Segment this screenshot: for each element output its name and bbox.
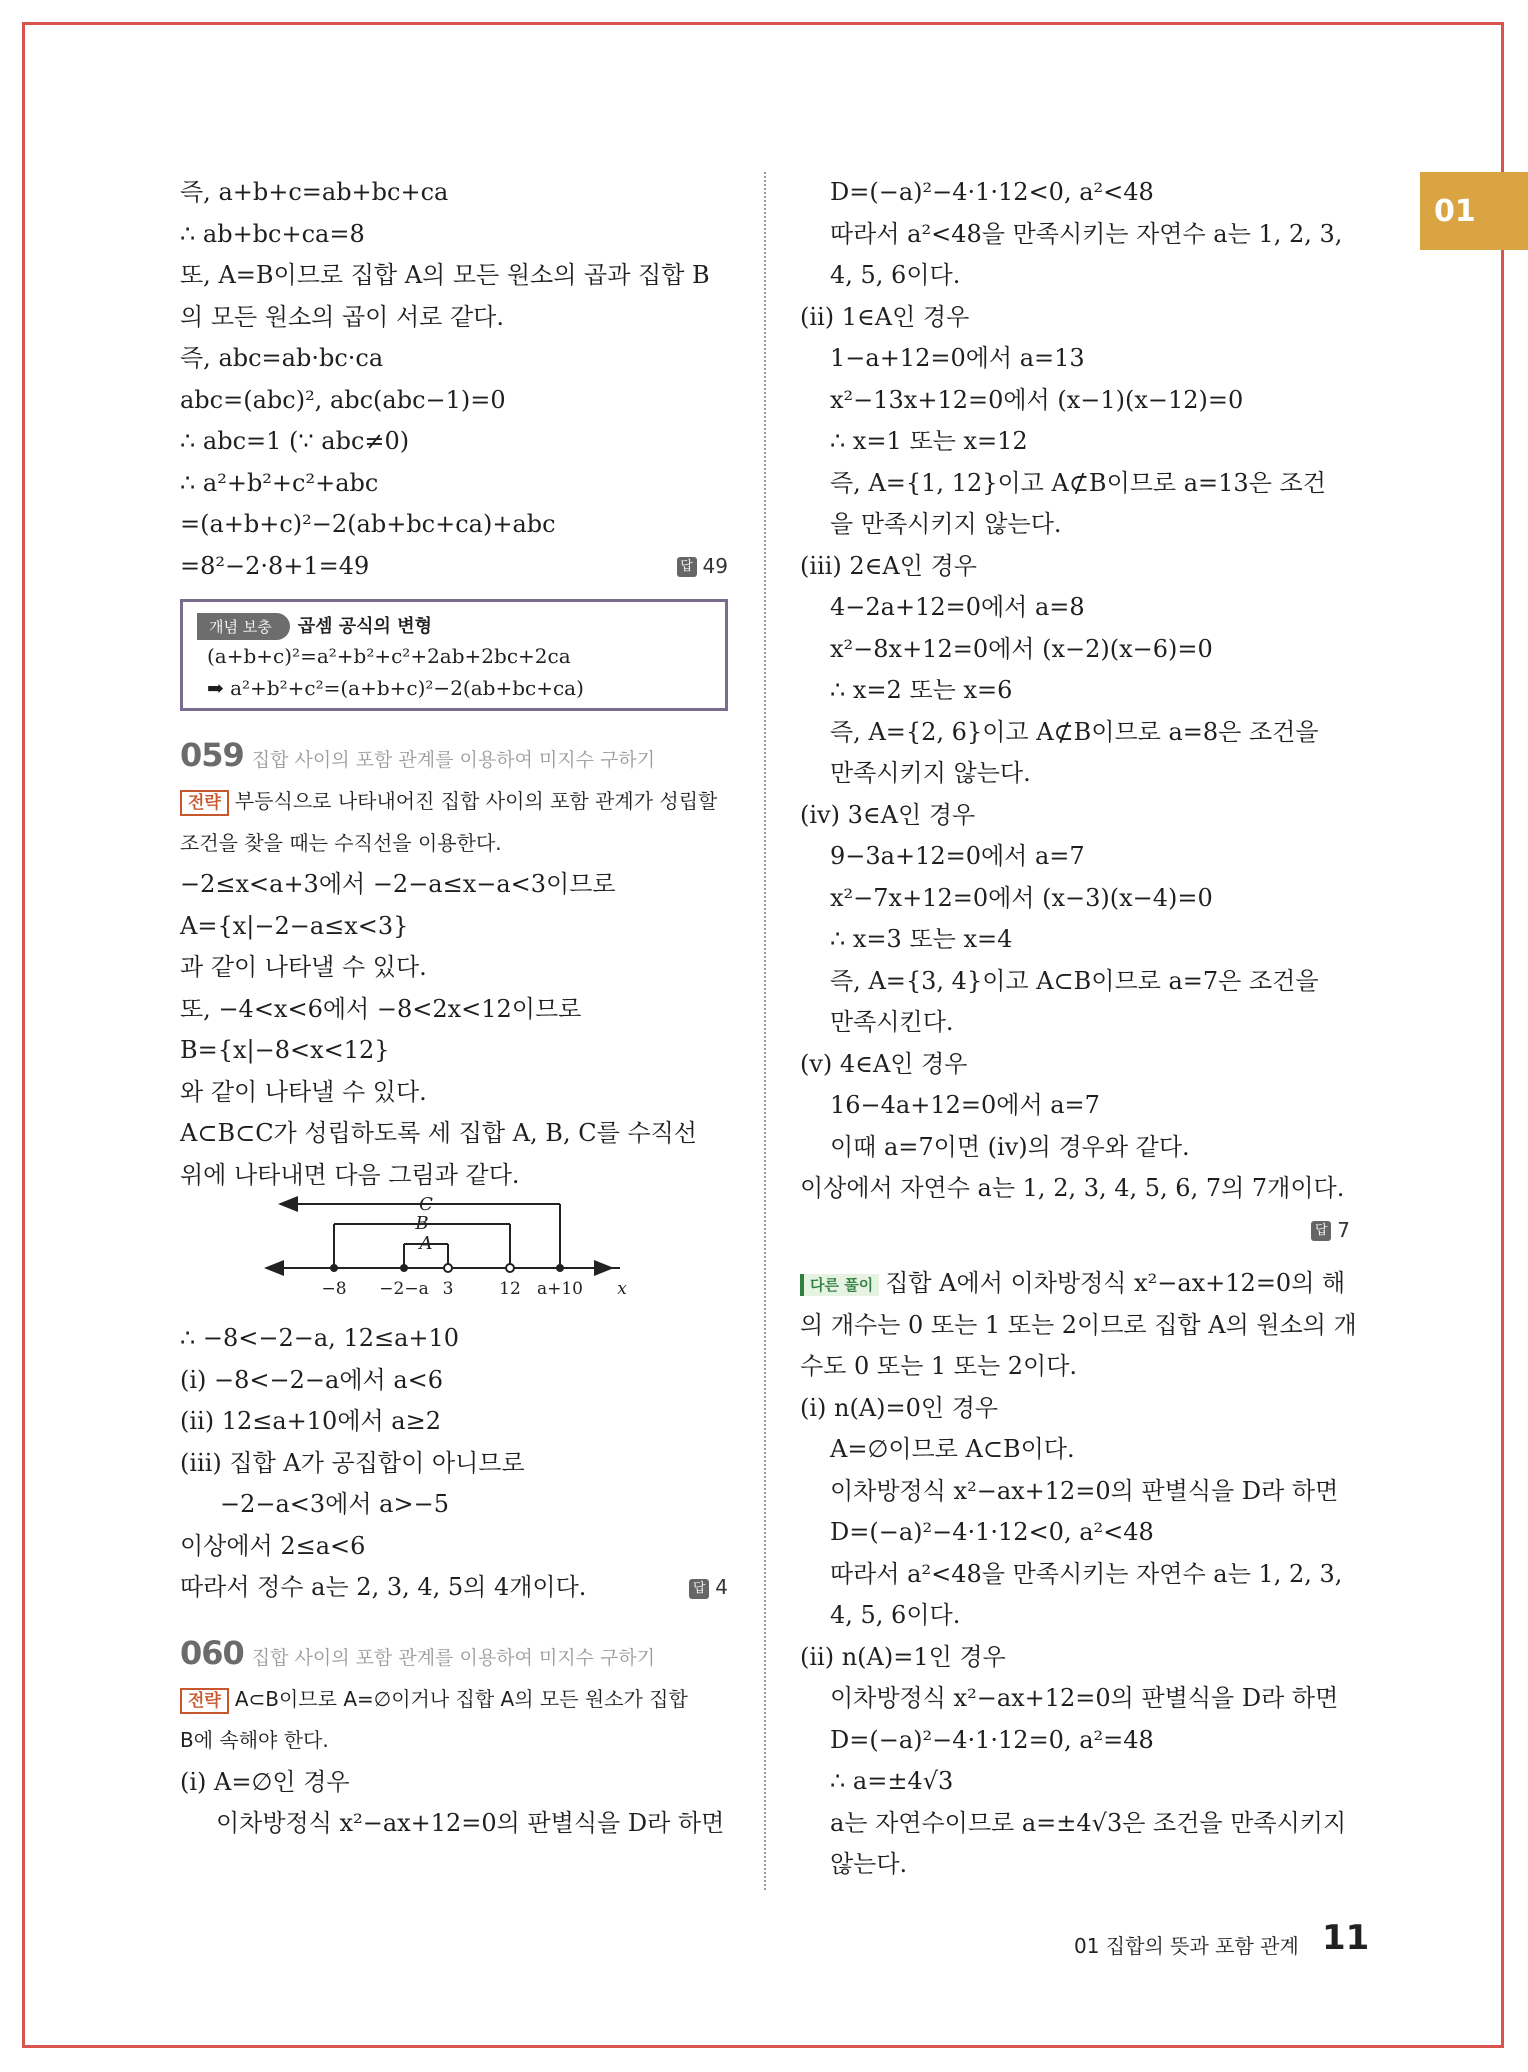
text-line: (ⅰ) n(A)=0인 경우 bbox=[800, 1393, 999, 1422]
answer-icon: 답 bbox=[677, 557, 697, 577]
column-divider bbox=[764, 172, 766, 1890]
text-line: ∴ a=±4√3 bbox=[830, 1767, 954, 1795]
text-line: ∴ −8<−2−a, 12≤a+10 bbox=[180, 1324, 460, 1352]
tick-label: −2−a bbox=[379, 1279, 429, 1299]
point-3 bbox=[444, 1264, 452, 1272]
text-line: ∴ abc=1 (∵ abc≠0) bbox=[180, 427, 410, 455]
answer-value: 7 bbox=[1337, 1217, 1350, 1242]
text-line: 이때 a=7이면 (ⅳ)의 경우와 같다. bbox=[830, 1132, 1190, 1161]
answer-mark bbox=[677, 546, 728, 588]
text-line: =8²−2·8+1=49 bbox=[180, 551, 370, 580]
text-line: 또, −4<x<6에서 −8<2x<12이므로 bbox=[180, 994, 582, 1023]
strategy-text: 부등식으로 나타내어진 집합 사이의 포함 관계가 성립할 bbox=[234, 789, 718, 813]
text-line: −2−a<3에서 a>−5 bbox=[220, 1490, 449, 1518]
strategy-line bbox=[180, 1679, 728, 1721]
alt-solution-header bbox=[800, 1263, 1350, 1305]
tick-label: a+10 bbox=[536, 1279, 584, 1299]
text-line: 와 같이 나타낼 수 있다. bbox=[180, 1077, 427, 1106]
text-line: 즉, a+b+c=ab+bc+ca bbox=[180, 178, 449, 206]
tick-label: 12 bbox=[499, 1279, 521, 1299]
text-line: A=∅이므로 A⊂B이다. bbox=[830, 1435, 1075, 1463]
chapter-tab bbox=[1420, 172, 1528, 250]
strategy-line: B에 속해야 한다. bbox=[180, 1728, 329, 1752]
page-number: 11 bbox=[1322, 1918, 1370, 1958]
text-line: ∴ x=1 또는 x=12 bbox=[830, 427, 1028, 455]
point-a-plus-10 bbox=[556, 1264, 564, 1272]
text-line: (ⅱ) 12≤a+10에서 a≥2 bbox=[180, 1407, 441, 1435]
text-line: 즉, A={1, 12}이고 A⊄B이므로 a=13은 조건 bbox=[830, 468, 1326, 497]
text-line: 4, 5, 6이다. bbox=[830, 261, 961, 289]
concept-tag: 개념 보충 bbox=[197, 613, 290, 640]
concept-formula: ➡ a²+b²+c²=(a+b+c)²−2(ab+bc+ca) bbox=[207, 676, 584, 700]
text-line: 않는다. bbox=[830, 1850, 908, 1878]
text-line: (ⅲ) 집합 A가 공집합이 아니므로 bbox=[180, 1448, 525, 1477]
problem-title: 집합 사이의 포함 관계를 이용하여 미지수 구하기 bbox=[251, 1646, 656, 1669]
text-line: 과 같이 나타낼 수 있다. bbox=[180, 953, 427, 981]
text-line: 위에 나타내면 다음 그림과 같다. bbox=[180, 1160, 520, 1189]
strategy-line bbox=[180, 781, 728, 823]
concept-formula: (a+b+c)²=a²+b²+c²+2ab+2bc+2ca bbox=[207, 644, 571, 668]
text-line: 의 개수는 0 또는 1 또는 2이므로 집합 A의 원소의 개 bbox=[800, 1310, 1357, 1339]
text-line: ∴ x=2 또는 x=6 bbox=[830, 676, 1013, 704]
text-line: a는 자연수이므로 a=±4√3은 조건을 만족시키지 bbox=[830, 1808, 1347, 1837]
text-line: x²−13x+12=0에서 (x−1)(x−12)=0 bbox=[830, 385, 1244, 414]
answer-line bbox=[180, 546, 728, 588]
text-line: (ⅰ) A=∅인 경우 bbox=[180, 1767, 350, 1796]
tick-label: 3 bbox=[442, 1279, 454, 1299]
answer-icon: 답 bbox=[689, 1579, 709, 1599]
text-line: 1−a+12=0에서 a=13 bbox=[830, 344, 1085, 372]
text-line: 을 만족시키지 않는다. bbox=[830, 510, 1062, 538]
alt-solution-tag: 다른 풀이 bbox=[800, 1274, 879, 1296]
answer-mark bbox=[1311, 1210, 1350, 1252]
problem-number: 059 bbox=[180, 736, 244, 774]
text-line: (ⅱ) n(A)=1인 경우 bbox=[800, 1642, 1006, 1671]
point-minus8 bbox=[330, 1264, 338, 1272]
strategy-tag: 전략 bbox=[180, 790, 229, 816]
answer-icon: 답 bbox=[1311, 1221, 1331, 1241]
text-line: D=(−a)²−4·1·12=0, a²=48 bbox=[830, 1725, 1154, 1754]
text-line: x²−7x+12=0에서 (x−3)(x−4)=0 bbox=[830, 883, 1213, 912]
text-line: B={x|−8<x<12} bbox=[180, 1036, 390, 1064]
text-line: 따라서 정수 a는 2, 3, 4, 5의 4개이다. bbox=[180, 1573, 587, 1601]
text-line: 즉, A={2, 6}이고 A⊄B이므로 a=8은 조건을 bbox=[830, 717, 1319, 746]
concept-box bbox=[180, 599, 728, 711]
text-line: 또, A=B이므로 집합 A의 모든 원소의 곱과 집합 B bbox=[180, 261, 710, 289]
text-line: 4−2a+12=0에서 a=8 bbox=[830, 593, 1085, 621]
text-line: 이상에서 자연수 a는 1, 2, 3, 4, 5, 6, 7의 7개이다. bbox=[800, 1174, 1345, 1202]
answer-value: 49 bbox=[702, 553, 728, 578]
text-line: 수도 0 또는 1 또는 2이다. bbox=[800, 1352, 1078, 1380]
answer-value: 4 bbox=[715, 1575, 728, 1599]
text-line: ∴ x=3 또는 x=4 bbox=[830, 925, 1013, 953]
concept-title: 곱셈 공식의 변형 bbox=[297, 616, 432, 637]
right-column bbox=[800, 172, 1357, 1886]
point-12 bbox=[506, 1264, 514, 1272]
text-line: D=(−a)²−4·1·12<0, a²<48 bbox=[830, 1518, 1154, 1546]
text-line: (ⅰ) −8<−2−a에서 a<6 bbox=[180, 1365, 444, 1394]
text-line: 만족시키지 않는다. bbox=[830, 759, 1031, 787]
text-line: 따라서 a²<48을 만족시키는 자연수 a는 1, 2, 3, bbox=[830, 219, 1343, 248]
text-line: A⊂B⊂C가 성립하도록 세 집합 A, B, C를 수직선 bbox=[180, 1119, 697, 1147]
number-line-svg bbox=[180, 1196, 728, 1318]
left-column bbox=[180, 172, 728, 1845]
axis-label: x bbox=[617, 1279, 627, 1299]
concept-header bbox=[197, 612, 711, 640]
text-line: 이상에서 2≤a<6 bbox=[180, 1531, 366, 1560]
text-line: ∴ a²+b²+c²+abc bbox=[180, 468, 379, 497]
text-line: 따라서 a²<48을 만족시키는 자연수 a는 1, 2, 3, bbox=[830, 1559, 1343, 1588]
set-b-label: B bbox=[415, 1213, 429, 1234]
text-line: 9−3a+12=0에서 a=7 bbox=[830, 842, 1085, 870]
text-line: 만족시킨다. bbox=[830, 1008, 954, 1036]
problem-header-059 bbox=[180, 729, 728, 781]
answer-mark bbox=[689, 1567, 728, 1609]
text-line: 16−4a+12=0에서 a=7 bbox=[830, 1091, 1100, 1119]
text-line: 집합 A에서 이차방정식 x²−ax+12=0의 해 bbox=[885, 1269, 1346, 1297]
text-line: 4, 5, 6이다. bbox=[830, 1601, 961, 1629]
text-line: A={x|−2−a≤x<3} bbox=[180, 911, 409, 940]
text-line: (ⅱ) 1∈A인 경우 bbox=[800, 302, 970, 331]
text-line: (ⅴ) 4∈A인 경우 bbox=[800, 1049, 968, 1078]
tick-label: −8 bbox=[321, 1279, 347, 1299]
problem-number: 060 bbox=[180, 1633, 244, 1672]
chapter-tab-label: 01 bbox=[1434, 193, 1476, 229]
text-line: 즉, abc=ab·bc·ca bbox=[180, 344, 384, 372]
strategy-line: 조건을 찾을 때는 수직선을 이용한다. bbox=[180, 830, 502, 855]
set-c-label: C bbox=[419, 1196, 433, 1215]
text-line: =(a+b+c)²−2(ab+bc+ca)+abc bbox=[180, 510, 556, 538]
text-line: 이차방정식 x²−ax+12=0의 판별식을 D라 하면 bbox=[830, 1476, 1339, 1505]
footer-chapter: 01 집합의 뜻과 포함 관계 bbox=[1074, 1934, 1299, 1958]
text-line: (ⅳ) 3∈A인 경우 bbox=[800, 800, 976, 829]
answer-line bbox=[800, 1210, 1350, 1252]
text-line: x²−8x+12=0에서 (x−2)(x−6)=0 bbox=[830, 634, 1213, 663]
strategy-text: A⊂B이므로 A=∅이거나 집합 A의 모든 원소가 집합 bbox=[234, 1686, 688, 1711]
text-line: 이차방정식 x²−ax+12=0의 판별식을 D라 하면 bbox=[830, 1684, 1339, 1712]
text-line: D=(−a)²−4·1·12<0, a²<48 bbox=[830, 178, 1154, 206]
problem-header-060 bbox=[180, 1627, 728, 1679]
problem-title: 집합 사이의 포함 관계를 이용하여 미지수 구하기 bbox=[251, 749, 656, 771]
text-line: −2≤x<a+3에서 −2−a≤x−a<3이므로 bbox=[180, 870, 616, 898]
strategy-tag: 전략 bbox=[180, 1688, 229, 1714]
number-line-figure bbox=[180, 1196, 728, 1318]
text-line: 의 모든 원소의 곱이 서로 같다. bbox=[180, 302, 504, 331]
text-line: 즉, A={3, 4}이고 A⊂B이므로 a=7은 조건을 bbox=[830, 966, 1319, 995]
text-line: ∴ ab+bc+ca=8 bbox=[180, 219, 365, 248]
text-line: 이차방정식 x²−ax+12=0의 판별식을 D라 하면 bbox=[216, 1809, 725, 1837]
point-minus2-a bbox=[400, 1264, 408, 1272]
text-line: abc=(abc)², abc(abc−1)=0 bbox=[180, 385, 506, 414]
answer-line bbox=[180, 1567, 728, 1609]
set-a-label: A bbox=[419, 1233, 433, 1254]
text-line: (ⅲ) 2∈A인 경우 bbox=[800, 551, 977, 580]
